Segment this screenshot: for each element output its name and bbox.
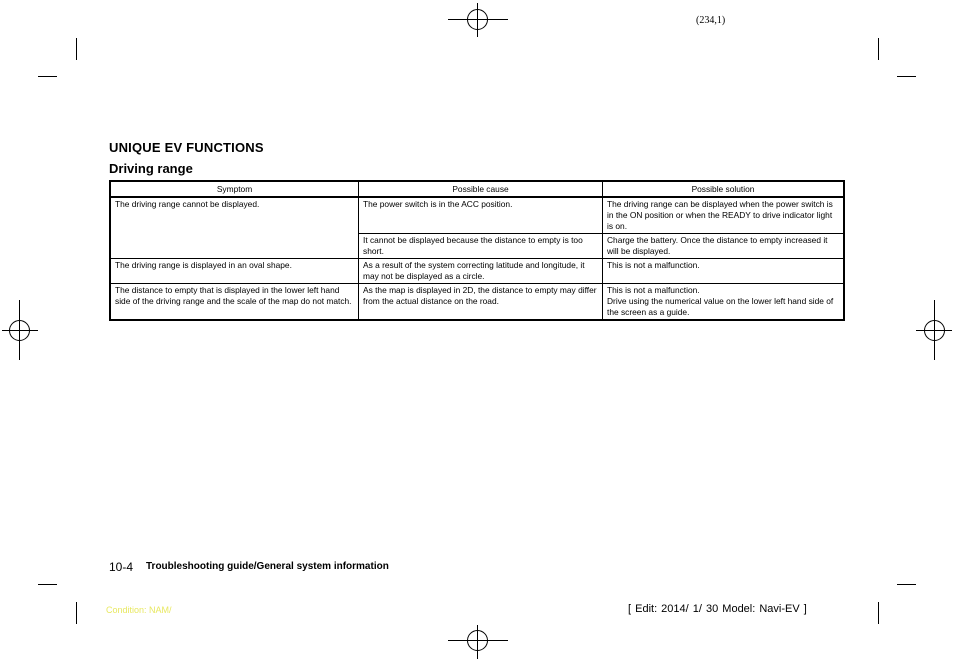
cause-cell: The power switch is in the ACC position. xyxy=(359,197,603,234)
cause-cell: As a result of the system correcting latitude and longitude, it may not be displayed as a circle. xyxy=(359,259,603,284)
table-header-row xyxy=(110,181,844,197)
page-reference: (234,1) xyxy=(696,15,726,26)
page-number: 10-4 xyxy=(109,560,134,574)
cause-cell: As the map is displayed in 2D, the distance to empty may differ from the actual distance on the road. xyxy=(359,284,603,321)
symptom-cell: The driving range is displayed in an oval shape. xyxy=(110,259,359,284)
symptom-cell: The distance to empty that is displayed in the lower left hand side of the driving range and the scale of the map do not match. xyxy=(110,284,359,321)
solution-line: Drive using the numerical value on the lower left hand side of the screen as a guide. xyxy=(607,296,834,317)
condition-label: Condition: NAM/ xyxy=(106,605,172,615)
subsection-title: Driving range xyxy=(109,161,193,176)
header-possible-solution: Possible solution xyxy=(603,181,845,197)
solution-cell xyxy=(603,284,845,321)
edit-info: [ Edit: 2014/ 1/ 30 Model: Navi-EV ] xyxy=(628,603,807,615)
table-row xyxy=(110,259,844,284)
section-title: UNIQUE EV FUNCTIONS xyxy=(109,140,264,155)
header-symptom: Symptom xyxy=(110,181,359,197)
table-row xyxy=(110,284,844,321)
solution-cell: This is not a malfunction. xyxy=(603,259,845,284)
chapter-title: Troubleshooting guide/General system information xyxy=(146,561,389,572)
header-possible-cause: Possible cause xyxy=(359,181,603,197)
table-row xyxy=(110,197,844,234)
solution-line: This is not a malfunction. xyxy=(607,285,700,295)
solution-cell: Charge the battery. Once the distance to empty increased it will be displayed. xyxy=(603,234,845,259)
cause-cell: It cannot be displayed because the distance to empty is too short. xyxy=(359,234,603,259)
symptom-cell: The driving range cannot be displayed. xyxy=(110,197,359,259)
driving-range-table xyxy=(109,180,845,321)
solution-cell: The driving range can be displayed when the power switch is in the ON position or when the READY to drive indicator light is on. xyxy=(603,197,845,234)
